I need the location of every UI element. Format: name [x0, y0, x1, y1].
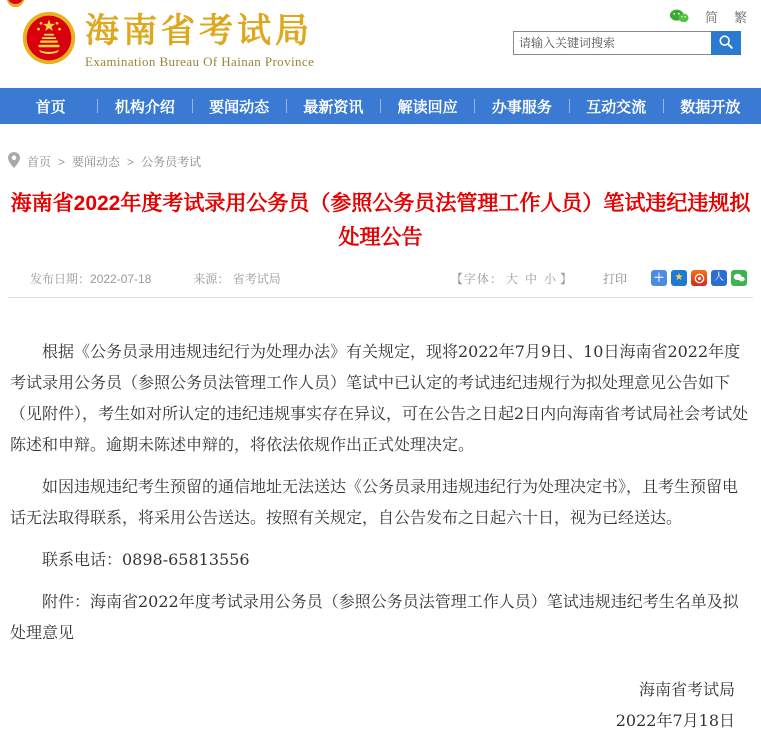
share-expand-icon[interactable]: ＋ — [651, 270, 667, 286]
font-control-open: 【字体： — [450, 271, 503, 286]
print-button[interactable]: 打印 — [602, 271, 627, 286]
attachment-link[interactable]: 附件：海南省2022年度考试录用公务员（参照公务员法管理工作人员）笔试违规违纪考生名单及拟处理意见 — [10, 592, 739, 642]
wechat-icon[interactable] — [669, 9, 689, 24]
lang-simplified-link[interactable]: 简 — [704, 9, 718, 25]
publish-date — [30, 270, 151, 287]
nav-item-interaction[interactable]: 互动交流 — [586, 98, 647, 116]
article-title: 海南省2022年度考试录用公务员（参照公务员法管理工作人员）笔试违纪违规拟处理公告 — [10, 192, 751, 249]
site-subtitle-en: Examination Bureau Of Hainan Province — [85, 54, 315, 69]
lang-traditional-link[interactable]: 繁 — [733, 9, 747, 25]
search-icon — [718, 34, 734, 53]
body-paragraph: 如因违规违纪考生预留的通信地址无法送达《公务员录用违规违纪行为处理决定书》，且考生预留电话无法取得联系，将采用公告送达。按照有关规定，自公告发布之日起六十日，视为已经送达。 — [10, 477, 739, 527]
share-renren-icon[interactable]: 人 — [711, 270, 727, 286]
share-qzone-icon[interactable]: ★ — [671, 270, 687, 286]
font-control-close: 】 — [559, 271, 573, 286]
font-size-control — [451, 270, 573, 287]
source — [193, 270, 280, 287]
font-size-medium-button[interactable]: 中 — [524, 271, 538, 286]
breadcrumb-home[interactable]: 首页 — [27, 155, 52, 169]
signature-block — [10, 674, 735, 736]
publish-date-value: 2022-07-18 — [90, 271, 152, 286]
article-body — [10, 336, 751, 736]
source-value: 省考试局 — [232, 271, 281, 286]
contact-phone: 联系电话：0898-65813556 — [42, 550, 250, 569]
signature-date: 2022年7月18日 — [615, 711, 735, 730]
nav-item-home[interactable]: 首页 — [35, 98, 66, 116]
breadcrumb-news[interactable]: 要闻动态 — [72, 155, 121, 169]
nav-item-open-data[interactable]: 数据开放 — [680, 98, 741, 116]
nav-item-about[interactable]: 机构介绍 — [114, 98, 175, 116]
share-bar — [651, 270, 747, 286]
signature-org: 海南省考试局 — [638, 680, 735, 699]
main-nav — [0, 88, 761, 124]
nav-item-services[interactable]: 办事服务 — [491, 98, 552, 116]
nav-item-latest[interactable]: 最新资讯 — [303, 98, 364, 116]
breadcrumb-separator: > — [58, 154, 66, 169]
body-paragraph: 根据《公务员录用违规违纪行为处理办法》有关规定，现将2022年7月9日、10日海南省2022年度考试录用公务员（参照公务员法管理工作人员）笔试中已认定的考试违纪违规行为拟处理意见公告如下（见附件），考生如对所认定的违纪违规事实存在异议，可在公告之日起2日内向海南省考试局社会考试处陈述和申辩。逾期未陈述申辩的，将依法依规作出正式处理决定。 — [10, 342, 749, 454]
location-pin-icon — [8, 152, 20, 171]
share-weibo-icon[interactable] — [691, 270, 707, 286]
national-emblem-icon[interactable] — [22, 11, 76, 65]
nav-item-news[interactable]: 要闻动态 — [209, 98, 270, 116]
article-meta — [30, 269, 747, 287]
publish-date-label: 发布日期： — [30, 271, 91, 286]
font-size-large-button[interactable]: 大 — [505, 271, 519, 286]
breadcrumb — [8, 152, 761, 171]
search-input[interactable] — [513, 31, 711, 55]
nav-item-interpretation[interactable]: 解读回应 — [397, 98, 458, 116]
share-wechat-icon[interactable] — [731, 270, 747, 286]
breadcrumb-civil-service-exam[interactable]: 公务员考试 — [141, 155, 202, 169]
search-button[interactable] — [711, 31, 741, 55]
site-title: 海南省考试局 — [85, 12, 313, 50]
breadcrumb-separator: > — [127, 154, 135, 169]
page-header — [0, 0, 761, 88]
source-label: 来源： — [193, 271, 230, 286]
font-size-small-button[interactable]: 小 — [543, 271, 557, 286]
meta-divider — [8, 297, 753, 298]
